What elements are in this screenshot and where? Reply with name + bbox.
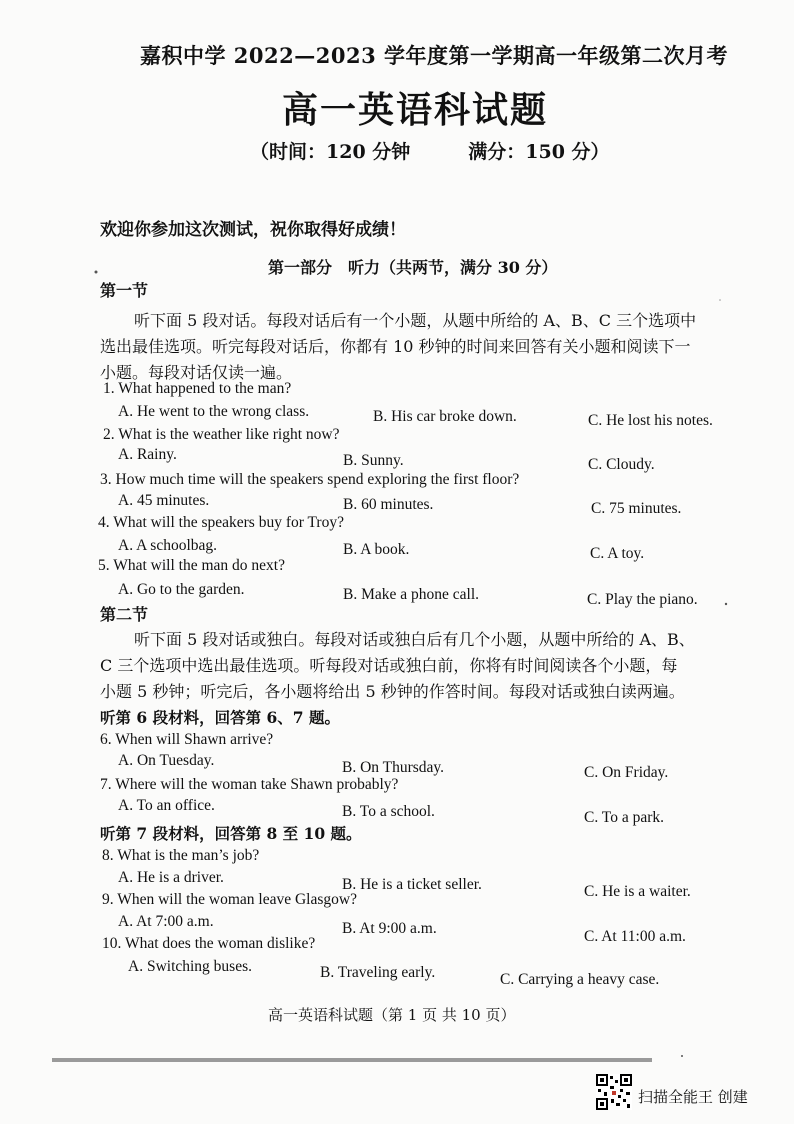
question-4: 4. What will the speakers buy for Troy?: [98, 514, 344, 531]
option-10c: C. Carrying a heavy case.: [500, 971, 660, 988]
page-footer: 高一英语科试题（第 1 页 共 10 页）: [268, 1006, 516, 1024]
option-5a: A. Go to the garden.: [118, 581, 245, 598]
question-6: 6. When will Shawn arrive?: [100, 731, 274, 748]
option-2a: A. Rainy.: [118, 446, 177, 463]
section2-title: 第二节: [100, 605, 149, 624]
option-4a: A. A schoolbag.: [118, 537, 218, 554]
option-1a: A. He went to the wrong class.: [118, 403, 310, 420]
instruction-line: 小题。每段对话仅读一遍。: [100, 363, 293, 382]
exam-meta: [250, 137, 610, 164]
question-7: 7. Where will the woman take Shawn probably?: [100, 776, 399, 793]
option-7b: B. To a school.: [342, 803, 435, 820]
page-title: 高一英语科试题: [282, 89, 549, 131]
option-6c: C. On Friday.: [584, 764, 669, 781]
score-label: 满分：150 分）: [468, 141, 610, 163]
option-5b: B. Make a phone call.: [343, 586, 480, 603]
option-9a: A. At 7:00 a.m.: [118, 913, 214, 930]
time-label: （时间：120 分钟: [250, 141, 411, 163]
material-6-heading: 听第 6 段材料，回答第 6、7 题。: [100, 708, 340, 727]
option-8a: A. He is a driver.: [118, 869, 224, 886]
question-8: 8. What is the man’s job?: [102, 847, 260, 864]
option-3b: B. 60 minutes.: [343, 496, 434, 513]
scanner-brand-label: 扫描全能王 创建: [638, 1088, 748, 1106]
instruction-line: C 三个选项中选出最佳选项。听每段对话或独白前，你将有时间阅读各个小题，每: [100, 656, 678, 675]
option-9c: C. At 11:00 a.m.: [584, 928, 686, 945]
option-6a: A. On Tuesday.: [118, 752, 215, 769]
option-1c: C. He lost his notes.: [588, 412, 713, 429]
question-9: 9. When will the woman leave Glasgow?: [102, 891, 357, 908]
instruction-line: 听下面 5 段对话或独白。每段对话或独白后有几个小题，从题中所给的 A、B、: [134, 630, 695, 649]
question-2: 2. What is the weather like right now?: [103, 426, 340, 443]
option-3c: C. 75 minutes.: [591, 500, 682, 517]
option-8b: B. He is a ticket seller.: [342, 876, 482, 893]
option-10a: A. Switching buses.: [128, 958, 252, 975]
option-7c: C. To a park.: [584, 809, 664, 826]
option-4c: C. A toy.: [590, 545, 645, 562]
instruction-line: 小题 5 秒钟；听完后，各小题将给出 5 秒钟的作答时间。每段对话或独白读两遍。: [100, 682, 685, 701]
option-8c: C. He is a waiter.: [584, 883, 691, 900]
option-3a: A. 45 minutes.: [118, 492, 210, 509]
option-4b: B. A book.: [343, 541, 410, 558]
option-10b: B. Traveling early.: [320, 964, 436, 981]
option-1b: B. His car broke down.: [373, 408, 517, 425]
scan-edge-divider: [52, 1058, 652, 1062]
option-2b: B. Sunny.: [343, 452, 404, 469]
question-1: 1. What happened to the man?: [103, 380, 292, 397]
instruction-line: 听下面 5 段对话。每段对话后有一个小题，从题中所给的 A、B、C 三个选项中: [134, 311, 697, 330]
option-5c: C. Play the piano.: [587, 591, 698, 608]
section1-title: 第一节: [100, 281, 149, 300]
material-7-heading: 听第 7 段材料，回答第 8 至 10 题。: [100, 824, 362, 843]
school-exam-line: 嘉积中学 2022—2023 学年度第一学期高一年级第二次月考: [140, 43, 729, 68]
option-2c: C. Cloudy.: [588, 456, 655, 473]
welcome-text: 欢迎你参加这次测试，祝你取得好成绩！: [100, 220, 406, 240]
question-5: 5. What will the man do next?: [98, 557, 285, 574]
section2-instructions: [100, 627, 732, 705]
option-9b: B. At 9:00 a.m.: [342, 920, 437, 937]
part1-title: 第一部分 听力（共两节，满分 30 分）: [268, 258, 558, 277]
question-10: 10. What does the woman dislike?: [102, 935, 316, 952]
instruction-line: 选出最佳选项。听完每段对话后，你都有 10 秒钟的时间来回答有关小题和阅读下一: [100, 337, 691, 356]
qr-code-icon: [596, 1074, 632, 1110]
question-3: 3. How much time will the speakers spend exploring the first floor?: [100, 471, 520, 488]
option-7a: A. To an office.: [118, 797, 215, 814]
section1-instructions: [100, 308, 732, 386]
option-6b: B. On Thursday.: [342, 759, 445, 776]
